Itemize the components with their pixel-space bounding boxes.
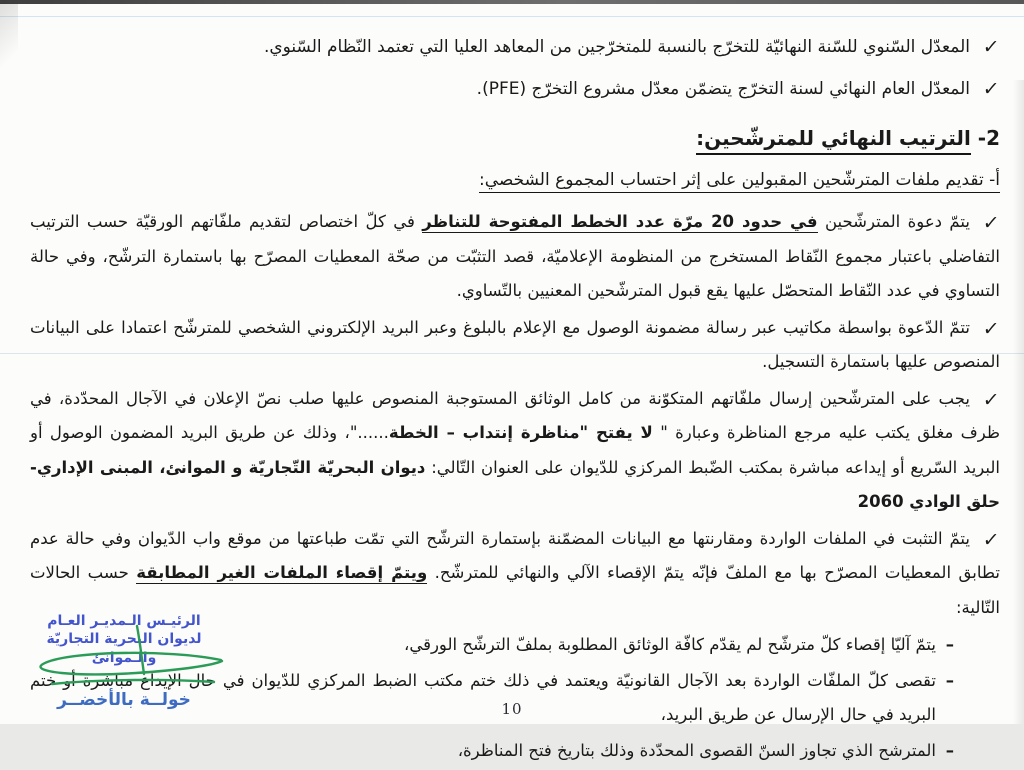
page-number: 10 [501, 700, 523, 718]
section-title: الترتيب النهائي للمترشّحين: [696, 126, 971, 155]
bullet-paragraph [30, 205, 1000, 309]
bullet-paragraph [30, 382, 1000, 520]
dash-item-text: المترشح الذي تجاوز السنّ القصوى المحدّدة وذلك بتاريخ فتح المناظرة، [457, 741, 936, 760]
scan-top-edge [0, 0, 1024, 4]
check-icon: ✓ [981, 212, 1001, 234]
scan-blue-line [0, 16, 1024, 17]
check-icon: ✓ [981, 78, 1001, 100]
dash-icon: – [945, 635, 954, 654]
official-stamp [16, 612, 232, 710]
fold-shadow [0, 3, 18, 81]
list-item [30, 734, 954, 768]
list-item [30, 26, 1000, 68]
dash-item-text: يتمّ آليّا إقصاء كلّ مترشّح لم يقدّم كافّة الوثائق المطلوبة بملفّ الترشّح الورقي، [404, 635, 936, 654]
bullet-text: يجب على المترشّحين إرسال ملفّاتهم المتكوّنة من كامل الوثائق المستوجبة المنصوص عليها صلب نصّ الإعلان في الآجال المحدّدة، في ظرف مغلق يكتب عليه مرجع المناظرة وعبارة " لا يفتح "مناظرة إنتداب – الخطة......"، وذلك عن طريق البريد المضمون الوصول أو البريد السّريع أو إيداعه مباشرة بمكتب الضّبط المركزي للدّيوان على العنوان التّالي: ديوان البحريّة التّجاريّة و الموانئ، المبنى الإداري- حلق الوادي 2060 [30, 388, 1001, 511]
page-edge-shadow [1013, 80, 1024, 724]
stamp-signer-name: خولــة بالأخضــر [57, 690, 191, 710]
bullet-paragraph [30, 522, 1000, 626]
stamp-title-line2: لديوان البحرية التجاريّة والـموانئ [46, 631, 202, 666]
intro-text: المعدّل العام النهائي لسنة التخرّج يتضمّن معدّل مشروع التخرّج (PFE). [476, 79, 970, 99]
dash-icon: – [945, 741, 954, 760]
subsection-title: أ- تقديم ملفات المترشّحين المقبولين على إثر احتساب المجموع الشخصي: [479, 170, 1000, 193]
list-item [30, 68, 1000, 110]
check-icon: ✓ [981, 317, 1001, 340]
stamp-title-line1: الرئيـس الـمديـر العـام [47, 613, 201, 629]
check-icon: ✓ [981, 36, 1001, 58]
section-number: 2- [970, 126, 1000, 150]
check-icon: ✓ [981, 388, 1001, 411]
section-heading [30, 123, 1000, 153]
check-icon: ✓ [981, 528, 1001, 551]
dash-icon: – [945, 671, 954, 690]
dash-item-text: تقصى كلّ الملفّات الواردة بعد الآجال القانونيّة ويعتمد في ذلك ختم مكتب الضبط المركزي للدّيوان في حال الإيداع مباشرة أو ختم البريد في حال الإرسال عن طريق البريد، [30, 671, 936, 724]
bullet-text: يتمّ التثبت في الملفات الواردة ومقارنتها مع البيانات المضمّنة بإستمارة الترشّح التي تمّت طباعتها من موقع واب الدّيوان وفي حالة عدم تطابق المعطيات المصرّح بها مع الملفّ فإنّه يتمّ الإقصاء الآلي والنهائي للمترشّح. ويتمّ إقصاء الملفات الغير المطابقة حسب الحالات التّالية: [30, 528, 1000, 617]
bullet-paragraph [30, 311, 1000, 380]
intro-text: المعدّل السّنوي للسّنة النهائيّة للتخرّج بالنسبة للمتخرّجين من المعاهد العليا التي تعتمد النّظام السّنوي. [263, 37, 970, 57]
bullet-text: يتمّ دعوة المترشّحين في حدود 20 مرّة عدد الخطط المفتوحة للتناظر في كلّ اختصاص لتقديم ملفّاتهم الورقيّة حسب الترتيب التفاضلي باعتبار مجموع النّقاط المستخرج من المنظومة الإعلاميّة، قصد التثبّت من صحّة المعطيات المصرّح بها باستمارة الترشّح، وفي حالة التساوي في عدد النّقاط المتحصّل عليها يقع قبول المترشّحين المعنيين بالتّساوي. [30, 212, 1000, 300]
subsection-heading [30, 165, 1000, 195]
bullet-text: تتمّ الدّعوة بواسطة مكاتيب عبر رسالة مضمونة الوصول مع الإعلام بالبلوغ وعبر البريد الإلكتروني الشخصي للمترشّح اعتمادا على البيانات المنصوص عليها باستمارة التسجيل. [30, 317, 1000, 371]
